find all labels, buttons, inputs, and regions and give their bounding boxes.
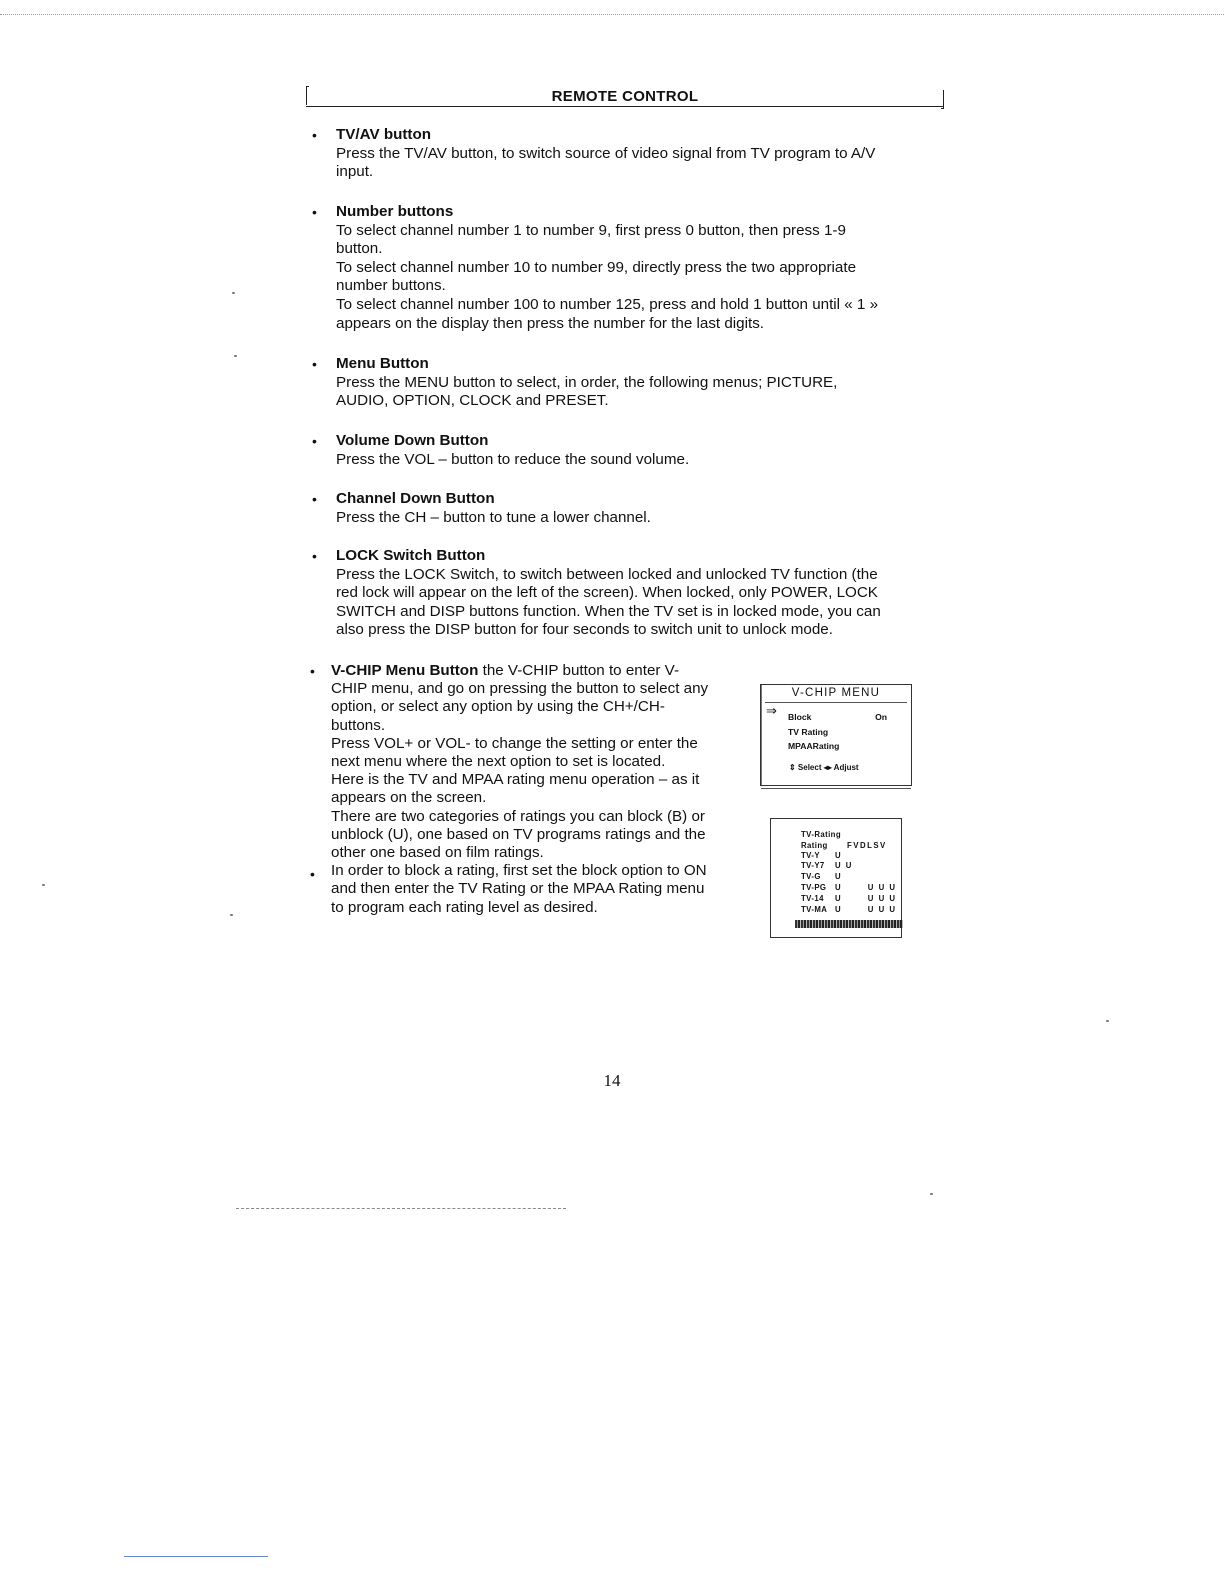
page-number: 14	[603, 1071, 621, 1090]
item-number-buttons	[312, 203, 932, 333]
menu-row-mpaa-rating: MPAARating	[788, 741, 840, 751]
rating-row-label: TV-14	[801, 894, 824, 903]
item-text: Press the CH – button to tune a lower channel.	[336, 508, 651, 526]
scan-speck	[234, 355, 237, 357]
item-tv-av	[312, 126, 932, 182]
item-text: To select channel number 100 to number 125, press and hold 1 button until « 1 »	[336, 295, 879, 313]
scan-speck	[1106, 1020, 1109, 1022]
item-text: number buttons.	[336, 277, 446, 295]
item-heading: Menu Button	[336, 355, 429, 372]
bullet: •	[310, 866, 315, 882]
rating-row-values: U U	[835, 861, 853, 870]
item-heading: Number buttons	[336, 203, 454, 220]
item-text: There are two categories of ratings you can block (B) or	[331, 807, 705, 825]
item-text: Press the VOL – button to reduce the sound volume.	[336, 450, 690, 468]
item-text: CHIP menu, and go on pressing the button to select any	[331, 680, 709, 698]
bullet: •	[312, 204, 317, 220]
scan-artifact-bottom	[236, 1208, 566, 1209]
item-text: Press the LOCK Switch, to switch between locked and unlocked TV function (the	[336, 565, 878, 583]
item-text: other one based on film ratings.	[331, 844, 544, 862]
scan-speck	[230, 914, 233, 916]
rating-row-values: U U U U	[835, 905, 897, 914]
tv-rating-screen	[770, 818, 902, 938]
rating-row-label: TV-G	[801, 872, 821, 881]
item-lock-switch	[312, 547, 932, 640]
rating-row-values: U	[835, 872, 843, 881]
item-text: Press VOL+ or VOL- to change the setting or enter the	[331, 734, 698, 752]
item-heading: TV/AV button	[336, 126, 432, 143]
item-text: to program each rating level as desired.	[331, 898, 598, 916]
item-text: buttons.	[331, 716, 386, 734]
item-text: Press the MENU button to select, in order, the following menus; PICTURE,	[336, 373, 838, 391]
item-text: appears on the display then press the number for the last digits.	[336, 314, 765, 332]
divider	[761, 788, 911, 789]
item-heading: Volume Down Button	[336, 432, 489, 449]
item-text: In order to block a rating, first set the block option to ON	[331, 862, 707, 880]
rating-row-label: TV-PG	[801, 883, 827, 892]
menu-row-tv-rating: TV Rating	[788, 727, 829, 737]
footer-rule	[124, 1556, 268, 1557]
section-header	[306, 86, 944, 108]
item-heading: V-CHIP Menu Button	[331, 662, 479, 679]
divider	[765, 702, 907, 703]
item-text: To select channel number 1 to number 9, first press 0 button, then press 1-9	[336, 221, 846, 239]
bullet: •	[312, 548, 317, 564]
item-text: Press the TV/AV button, to switch source of video signal from TV program to A/V	[336, 144, 876, 162]
bullet: •	[312, 491, 317, 507]
bullet: •	[312, 127, 317, 143]
item-text: option, or select any option by using the CH+/CH-	[331, 698, 665, 716]
item-text: also press the DISP button for four seconds to switch unit to unlock mode.	[336, 621, 833, 639]
rating-row-values: U	[835, 851, 843, 860]
vchip-menu-screen	[760, 684, 912, 786]
scan-speck	[42, 884, 45, 886]
item-text: AUDIO, OPTION, CLOCK and PRESET.	[336, 392, 609, 410]
item-text: next menu where the next option to set is located.	[331, 753, 666, 771]
item-text: appears on the screen.	[331, 789, 487, 807]
item-volume-down	[312, 432, 932, 469]
item-heading: Channel Down Button	[336, 490, 495, 507]
menu-row-block-value: On	[875, 712, 887, 722]
menu-hint: ⇕ Select ◂▸ Adjust	[789, 763, 859, 772]
item-channel-down	[312, 490, 932, 527]
tv-rating-title: TV-Rating	[801, 830, 841, 839]
rating-row-values: U U U U	[835, 883, 897, 892]
scan-artifact-top	[0, 14, 1224, 15]
rating-row-values: U U U U	[835, 894, 897, 903]
rating-row-label: TV-MA	[801, 905, 828, 914]
item-text: Here is the TV and MPAA rating menu operation – as it	[331, 771, 700, 789]
item-text: input.	[336, 163, 374, 181]
item-vchip	[310, 662, 750, 917]
scan-speck	[232, 292, 235, 294]
item-text: To select channel number 10 to number 99, directly press the two appropriate	[336, 258, 857, 276]
section-title: REMOTE CONTROL	[551, 88, 699, 105]
item-text: button.	[336, 240, 383, 258]
vchip-menu-title: V-CHIP MENU	[791, 687, 881, 699]
item-text: SWITCH and DISP buttons function. When the TV set is in locked mode, you can	[336, 602, 881, 620]
item-text: unblock (U), one based on TV programs ratings and the	[331, 825, 706, 843]
item-text: the V-CHIP button to enter V-	[478, 662, 680, 679]
scan-speck	[930, 1193, 933, 1195]
rating-row-label: TV-Y7	[801, 861, 825, 870]
status-bar	[795, 920, 903, 928]
bullet: •	[310, 663, 315, 679]
item-heading: LOCK Switch Button	[336, 547, 486, 564]
bullet: •	[312, 356, 317, 372]
tv-rating-header-label: Rating	[801, 841, 828, 850]
rating-row-label: TV-Y	[801, 851, 820, 860]
item-menu-button	[312, 355, 932, 411]
item-text: red lock will appear on the left of the screen). When locked, only POWER, LOCK	[336, 584, 878, 602]
cursor-arrow-icon: ⇒	[766, 703, 777, 718]
header-rule	[306, 106, 944, 107]
item-text: and then enter the TV Rating or the MPAA Rating menu	[331, 880, 705, 898]
menu-row-block: Block	[788, 712, 812, 722]
tv-rating-header-values: FVDLSV	[847, 841, 887, 850]
bullet: •	[312, 433, 317, 449]
